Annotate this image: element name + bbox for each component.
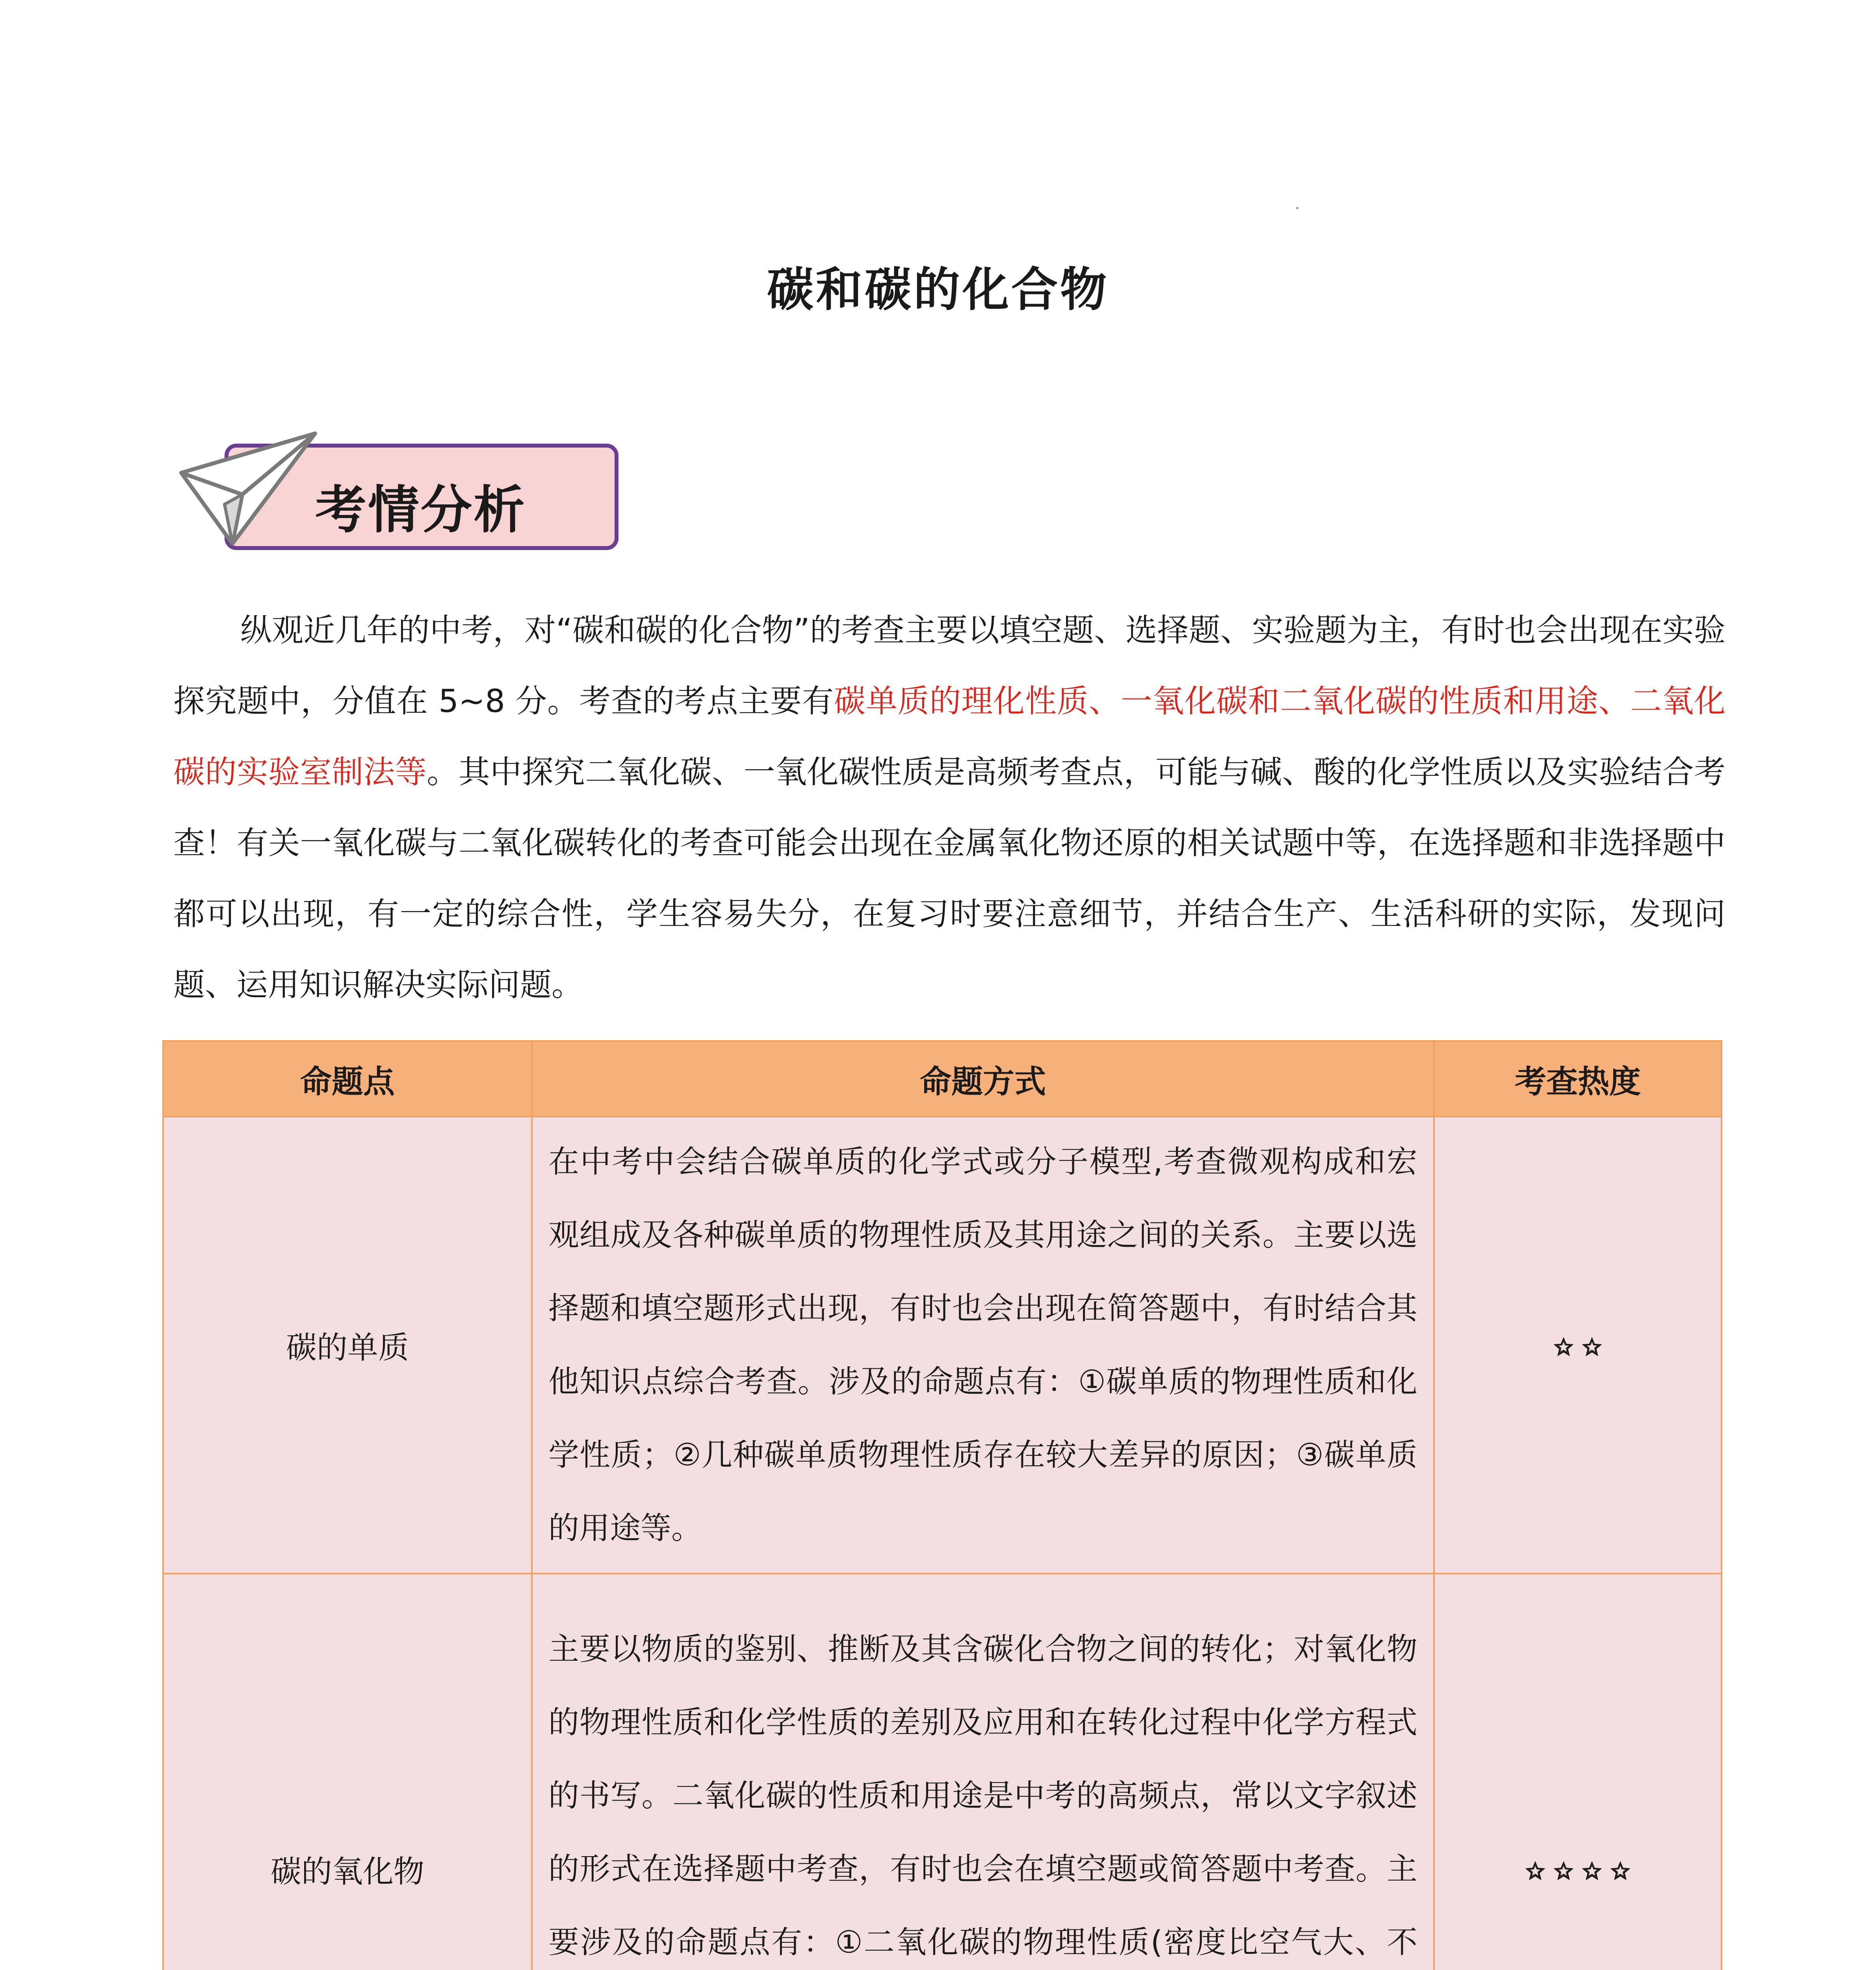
intro-highlight: 碳单质的理化性质、一氧化碳和二氧化碳的性质和用途、二氧化碳的实验室制法等 — [173, 683, 1726, 790]
row-point: 碳的氧化物 — [163, 1574, 532, 1970]
analysis-table — [162, 1040, 1722, 1970]
header-heat: 考查热度 — [1434, 1041, 1722, 1117]
star-icon — [1525, 1861, 1545, 1881]
star-icon — [1553, 1337, 1574, 1357]
row-method: 在中考中会结合碳单质的化学式或分子模型,考查微观构成和宏观组成及各种碳单质的物理性质及其用途之间的关系。主要以选择题和填空题形式出现，有时也会出现在简答题中，有时结合其他知识点综合考查。涉及的命题点有：①碳单质的物理性质和化学性质；②几种碳单质物理性质存在较大差异的原因；③碳单质的用途等。 — [532, 1117, 1434, 1574]
paper-plane-icon — [173, 426, 323, 556]
row-heat — [1434, 1117, 1722, 1574]
header-method: 命题方式 — [532, 1041, 1434, 1117]
star-rating — [1521, 1851, 1635, 1887]
badge-label: 考情分析 — [315, 480, 527, 540]
section-badge — [173, 426, 630, 556]
intro-paragraph — [173, 595, 1726, 1020]
page-title: 碳和碳的化合物 — [767, 262, 1109, 317]
table-header-row — [163, 1041, 1722, 1117]
table-row — [163, 1117, 1722, 1574]
star-icon — [1582, 1861, 1602, 1881]
row-point: 碳的单质 — [163, 1117, 532, 1574]
star-icon — [1582, 1337, 1602, 1357]
star-icon — [1553, 1861, 1574, 1881]
star-icon — [1610, 1861, 1631, 1881]
stray-dot — [1296, 207, 1298, 209]
row-method: 主要以物质的鉴别、推断及其含碳化合物之间的转化；对氧化物的物理性质和化学性质的差别及应用和在转化过程中化学方程式的书写。二氧化碳的性质和用途是中考的高频点，常以文字叙述的形式在选择题中考查，有时也会在填空题或简答题中考查。主要涉及的命题点有：①二氧化碳的物理性质(密度比空气大、不 — [532, 1574, 1434, 1970]
star-rating — [1549, 1327, 1606, 1363]
intro-text-2: 。其中探究二氧化碳、一氧化碳性质是高频考查点，可能与碱、酸的化学性质以及实验结合考查！有关一氧化碳与二氧化碳转化的考查可能会出现在金属氧化物还原的相关试题中等，在选择题和非选择题中都可以出现，有一定的综合性，学生容易失分，在复习时要注意细节，并结合生产、生活科研的实际，发现问题、运用知识解决实际问题。 — [173, 754, 1726, 1003]
row-heat — [1434, 1574, 1722, 1970]
table-row — [163, 1574, 1722, 1970]
header-point: 命题点 — [163, 1041, 532, 1117]
intro-text-1: 纵观近几年的中考，对“碳和碳的化合物”的考查主要以填空题、选择题、实验题为主，有时也会出现在实验探究题中，分值在 5~8 分。考查的考点主要有 — [173, 612, 1726, 719]
